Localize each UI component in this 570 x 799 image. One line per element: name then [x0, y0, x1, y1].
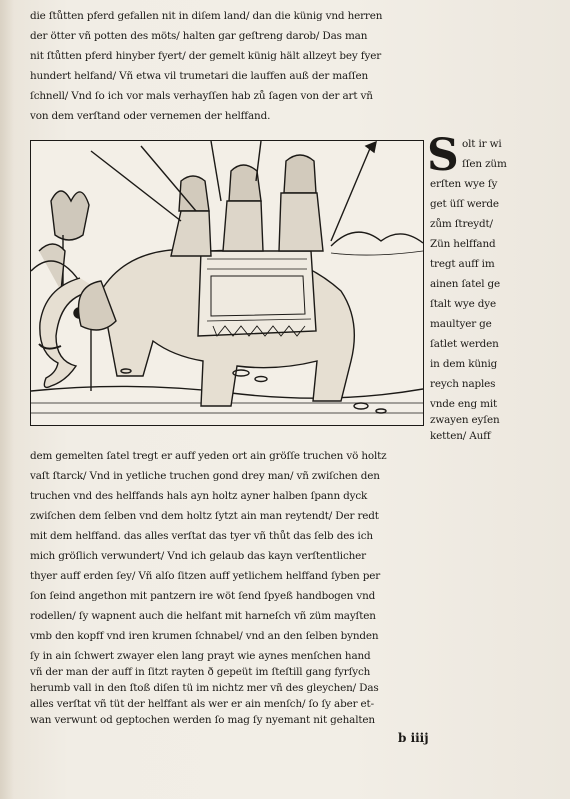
- text-line-19: herumb vall in den ſtoß diſen tü im nichtz mer vñ des gleychen/ Das: [30, 682, 379, 694]
- elephant-woodcut-image: [31, 141, 423, 425]
- side-line-9: ſtalt wye dye: [430, 298, 496, 310]
- signature-mark: b iiij: [398, 731, 429, 745]
- side-line-13: reych naples: [430, 378, 496, 390]
- drop-capital-letter: S: [427, 130, 459, 181]
- text-line-6: von dem verſtand oder vernemen der helffand.: [30, 110, 271, 122]
- text-line-3: nit ſtůtten pferd hinyber fyert/ der gemelt künig hält allzeyt bey fyer: [30, 50, 382, 62]
- text-line-1: die ſtůtten pferd gefallen nit in diſem land/ dan die künig vnd herren: [30, 10, 383, 22]
- side-line-1: olt ir wi: [462, 138, 502, 150]
- text-line-15: rodellen/ ſy wapnent auch die helfant mit harneſch vñ züm mayſten: [30, 610, 376, 622]
- side-line-11: ſatlet werden: [430, 338, 499, 350]
- side-line-3: erſten wye ſy: [430, 178, 498, 190]
- text-line-4: hundert helfand/ Vñ etwa vil trumetari die lauffen auß der maſſen: [30, 70, 369, 82]
- side-line-2: ſſen züm: [462, 158, 507, 170]
- text-line-9: truchen vnd des helffands hals ayn holtz ayner halben ſpann dyck: [30, 490, 368, 502]
- text-line-21: wan verwunt od geptochen werden ſo mag ſy nyemant nit gehalten: [30, 714, 375, 726]
- page-gutter-shadow: [0, 0, 14, 799]
- side-line-5: zům ſtreydt/: [430, 218, 493, 230]
- text-line-11: mit dem helffand. das alles verſtat das tyer vñ thůt das ſelb des ich: [30, 530, 373, 542]
- side-line-7: tregt auff im: [430, 258, 495, 270]
- text-line-18: vñ der man der auff in ſitzt rayten ð gepeüt im ſteſtill gang fyrſych: [30, 666, 371, 678]
- side-line-4: get üſſ werde: [430, 198, 499, 210]
- text-line-7: dem gemelten ſatel tregt er auff yeden ort ain gröſſe truchen vö holtz: [30, 450, 387, 462]
- side-line-12: in dem künig: [430, 358, 498, 370]
- text-line-2: der ötter vñ potten des möts/ halten gar geſtreng darob/ Das man: [30, 30, 368, 42]
- text-line-16: vmb den kopff vnd iren krumen ſchnabel/ vnd an den ſelben bynden: [30, 630, 379, 642]
- text-line-13: thyer auff erden ſey/ Vñ alſo ſitzen auff yetlichem helffand ſyben per: [30, 570, 381, 582]
- text-line-17: ſy in ain ſchwert zwayer elen lang prayt wie aynes menſchen hand: [30, 650, 371, 662]
- side-line-15: zwayen eyſen: [430, 414, 500, 426]
- text-line-10: zwiſchen dem ſelben vnd dem holtz ſytzt ain man reytendt/ Der redt: [30, 510, 379, 522]
- woodcut-elephant-illustration: [30, 140, 424, 426]
- side-line-8: ainen ſatel ge: [430, 278, 501, 290]
- text-line-14: ſon ſeind angethon mit pantzern ire wöt ſend ſpyeß handbogen vnd: [30, 590, 376, 602]
- side-line-14: vnde eng mit: [430, 398, 498, 410]
- text-line-20: alles verſtat vñ tüt der helffant als wer er ain menſch/ ſo ſy aber et-: [30, 698, 374, 710]
- text-line-5: ſchnell/ Vnd ſo ich vor mals verhayſſen hab zů ſagen von der art vñ: [30, 90, 373, 102]
- text-line-12: mich gröſlich verwundert/ Vnd ich gelaub das kayn verſtentlicher: [30, 550, 366, 562]
- side-line-10: maultyer ge: [430, 318, 492, 330]
- side-line-16: ketten/ Auff: [430, 430, 491, 442]
- text-line-8: vaſt ſtarck/ Vnd in yetliche truchen gond drey man/ vñ zwiſchen den: [30, 470, 380, 482]
- side-line-6: Zün helffand: [430, 238, 496, 250]
